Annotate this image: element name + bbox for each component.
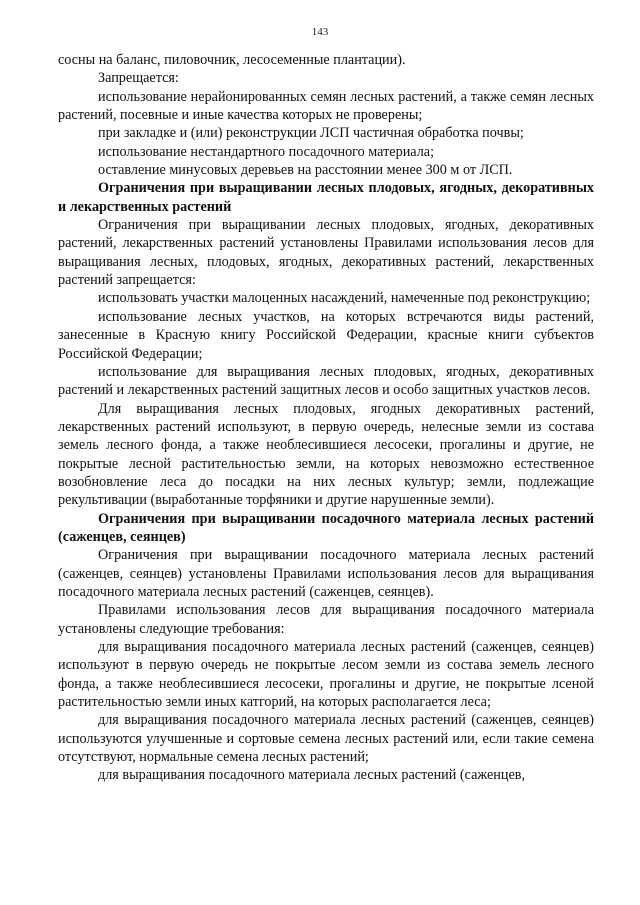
body-paragraph: Запрещается: <box>98 70 179 87</box>
body-paragraph: для выращивания посадочного материала лесных растений (саженцев, сеянцев) используются улучшенные и сортовые семена лесных растений или, если такие семена отсутствуют, нормальные семена лесных растений; <box>58 712 594 766</box>
body-paragraph: Ограничения при выращивании посадочного материала лесных растений (саженцев, сеянцев) установлены Правилами использования лесов для выращивания посадочного материала лесных растений (саженцев, сеянцев). <box>58 547 594 600</box>
body-paragraph: использование нерайонированных семян лесных растений, а также семян лесных растений, посевные и иные качества которых не проверены; <box>58 88 594 124</box>
body-paragraph: сосны на баланс, пиловочник, лесосеменные плантации). <box>58 52 406 68</box>
body-paragraph: оставление минусовых деревьев на расстоянии менее 300 м от ЛСП. <box>98 162 513 179</box>
page-number: 143 <box>311 26 329 38</box>
section-heading: Ограничения при выращивании лесных плодовых, ягодных, декоративных и лекарственных растений <box>58 180 594 215</box>
body-paragraph: Правилами использования лесов для выращивания посадочного материала установлены следующие требования: <box>58 602 594 637</box>
body-paragraph: использование для выращивания лесных плодовых, ягодных, декоративных растений и лекарственных растений защитных лесов и особо защитных участков лесов. <box>58 363 594 399</box>
body-paragraph: при закладке и (или) реконструкции ЛСП частичная обработка почвы; <box>98 125 524 142</box>
body-paragraph: Для выращивания лесных плодовых, ягодных декоративных растений, лекарственных растений используют, в первую очередь, нелесные земли из состава земель лесного фонда, а также необлесившиеся лесосеки, прогалины и другие, не покрытые лесной растительностью земли, на которых невозможно естественное возобновление леса до посадки на них лесных культур; земли, подлежащие рекультивации (выработанные торфяники и другие нарушенные земли). <box>58 400 594 509</box>
body-paragraph: для выращивания посадочного материала лесных растений (саженцев, <box>98 767 526 784</box>
document-body <box>58 51 594 785</box>
body-paragraph: для выращивания посадочного материала лесных растений (саженцев, сеянцев) используют в первую очередь не покрытые лесом земли из состава земель лесного фонда, а также необлесившиеся лесосеки, прогалины и другие, не покрытые лсеной растительностью земли иных катгорий, на которых располагается леса; <box>58 639 594 711</box>
body-paragraph: Ограничения при выращивании лесных плодовых, ягодных, декоративных растений, лекарственных растений установлены Правилами использования лесов для выращивания лесных, плодовых, ягодных, декоративных растений, лекарственных растений запрещается: <box>58 217 594 289</box>
section-heading: Ограничения при выращивании посадочного материала лесных растений (саженцев, сеянцев) <box>58 510 594 545</box>
body-paragraph: использовать участки малоценных насаждений, намеченные под реконструкцию; <box>98 290 591 307</box>
body-paragraph: использование лесных участков, на которых встречаются виды растений, занесенные в Красную книгу Российской Федерации, красные книги субъектов Российской Федерации; <box>58 308 594 362</box>
body-paragraph: использование нестандартного посадочного материала; <box>98 143 435 160</box>
